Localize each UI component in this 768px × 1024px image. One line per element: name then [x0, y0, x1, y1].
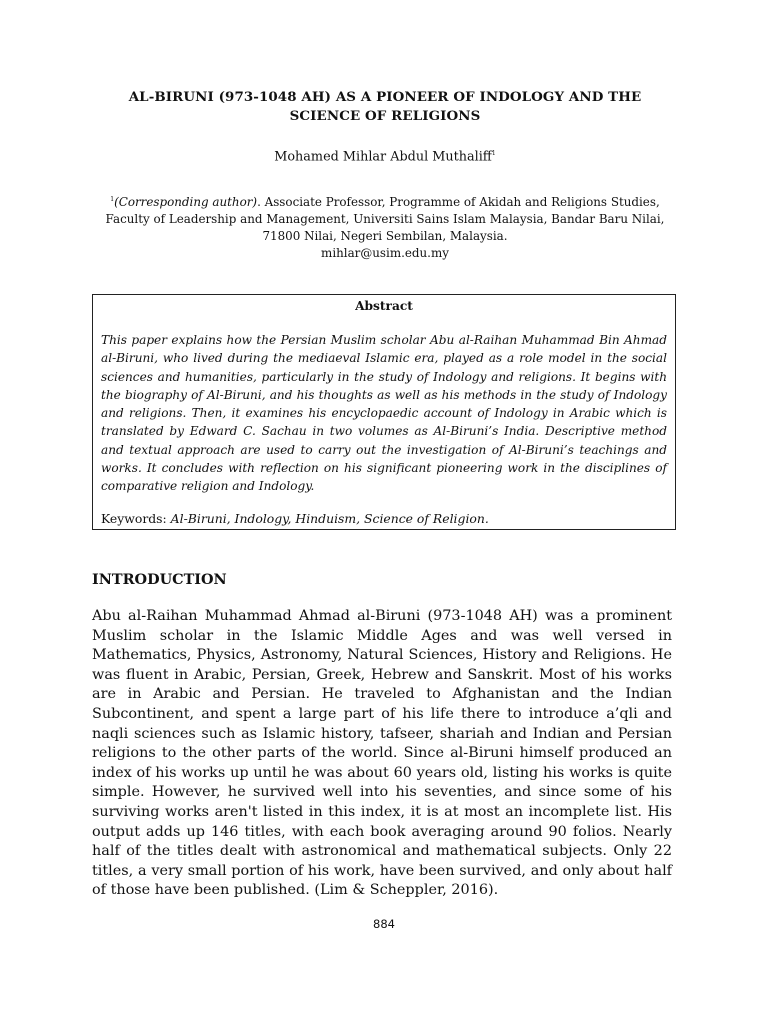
introduction-heading: INTRODUCTION [92, 571, 227, 588]
abstract-text: This paper explains how the Persian Muslim scholar Abu al-Raihan Muhammad Bin Ahmad al-Biruni, who lived during the mediaeval Islamic era, played as a role model in the social sciences and humanities, particularly in the study of Indology and religions. It begins with the biography of Al-Biruni, and his thoughts as well as his methods in the study of Indology and religions. Then, it examines his encyclopaedic account of Indology in Arabic which is translated by Edward C. Sachau in two volumes as Al-Biruni’s India. Descriptive method and textual approach are used to carry out the investigation of Al-Biruni’s teachings and works. It concludes with reflection on his significant pioneering work in the disciplines of comparative religion and Indology. [101, 333, 667, 494]
affiliation-text: . Associate Professor, Programme of Akidah and Religions Studies, Faculty of Leadership and Management, Universiti Sains Islam Malaysia, Bandar Baru Nilai, 71800 Nilai, Negeri Sembilan, Malaysia. [105, 194, 665, 243]
author-marker: 1 [491, 150, 496, 157]
page-number: 884 [373, 917, 395, 931]
abstract-heading: Abstract [355, 299, 413, 313]
corresponding-note: (Corresponding author) [114, 194, 258, 209]
keywords-line [101, 510, 667, 528]
affiliation [88, 191, 682, 262]
paper-title: AL-BIRUNI (973-1048 AH) AS A PIONEER OF INDOLOGY AND THE SCIENCE OF RELIGIONS [128, 89, 642, 124]
author-email: mihlar@usim.edu.my [321, 245, 449, 260]
affiliation-marker: 1 [110, 196, 115, 203]
keywords-label: Keywords: [101, 510, 167, 526]
author-name: Mohamed Mihlar Abdul Muthaliff [274, 149, 492, 165]
introduction-paragraph: Abu al-Raihan Muhammad Ahmad al-Biruni (973-1048 AH) was a prominent Muslim scholar in the Islamic Middle Ages and was well versed in Mathematics, Physics, Astronomy, Natural Sciences, History and Religions. He was fluent in Arabic, Persian, Greek, Hebrew and Sanskrit. Most of his works are in Arabic and Persian. He traveled to Afghanistan and the Indian Subcontinent, and spent a large part of his life there to introduce a’qli and naqli sciences such as Islamic history, tafseer, shariah and Indian and Persian religions to the other parts of the world. Since al-Biruni himself produced an index of his works up until he was about 60 years old, listing his works is quite simple. However, he survived well into his seventies, and since some of his surviving works aren't listed in this index, it is at most an incomplete list. His output adds up 146 titles, with each book averaging around 90 folios. Nearly half of the titles dealt with astronomical and mathematical subjects. Only 22 titles, a very small portion of his work, have been survived, and only about half of those have been published. (Lim & Scheppler, 2016). [92, 608, 672, 899]
abstract-box [92, 294, 676, 530]
author-line [92, 146, 678, 165]
keywords-values: Al-Biruni, Indology, Hinduism, Science of Religion. [170, 510, 489, 526]
